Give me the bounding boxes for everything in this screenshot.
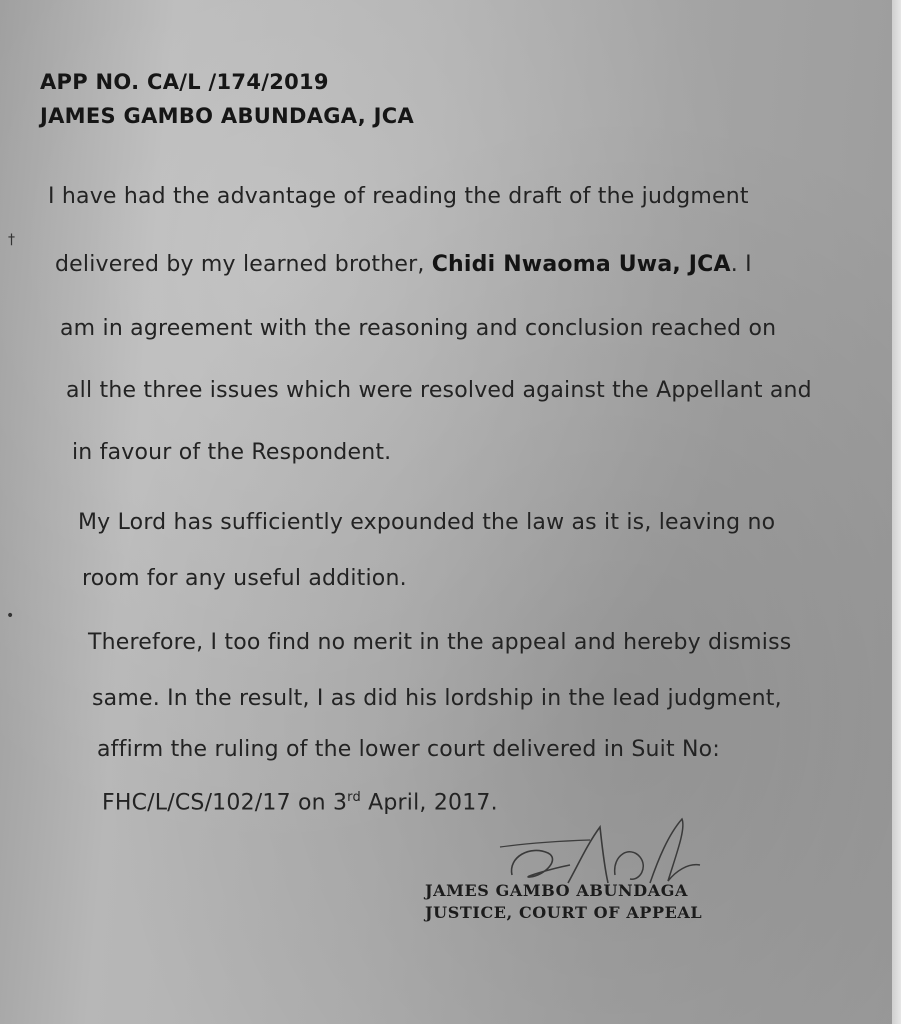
app-number: APP NO. CA/L /174/2019 [40, 70, 329, 94]
stray-dot: • [6, 608, 15, 624]
paragraph-3-line-4-text: FHC/L/CS/102/17 on 3 [102, 790, 348, 816]
stray-mark: † [8, 232, 15, 248]
paragraph-1-line-4: all the three issues which were resolved against the Appellant and [66, 378, 812, 403]
paragraph-1-line-3: am in agreement with the reasoning and conclusion reached on [60, 316, 777, 341]
paragraph-3-line-3: affirm the ruling of the lower court delivered in Suit No: [97, 737, 720, 762]
page-edge [892, 0, 901, 1024]
paragraph-1-line-5: in favour of the Respondent. [72, 440, 392, 465]
paragraph-2-line-1: My Lord has sufficiently expounded the law as it is, leaving no [78, 510, 776, 535]
paragraph-1-line-1: I have had the advantage of reading the draft of the judgment [48, 184, 749, 209]
signature-block [425, 880, 702, 924]
signatory-title: JUSTICE, COURT OF APPEAL [425, 903, 703, 922]
paragraph-3-line-4 [102, 790, 498, 815]
paragraph-1-line-2-end: . I [730, 252, 752, 277]
paragraph-3-line-2: same. In the result, I as did his lordship in the lead judgment, [92, 686, 782, 711]
lead-judge-name: Chidi Nwaoma Uwa, JCA [431, 252, 731, 277]
paragraph-3-line-4-end: April, 2017. [360, 790, 498, 816]
ordinal-suffix: rd [347, 790, 361, 805]
paragraph-1-line-2 [55, 252, 835, 277]
judge-heading: JAMES GAMBO ABUNDAGA, JCA [40, 104, 415, 128]
paragraph-3-line-1: Therefore, I too find no merit in the appeal and hereby dismiss [88, 630, 792, 655]
paragraph-1-line-2-text: delivered by my learned brother, [55, 252, 432, 277]
paragraph-2-line-2: room for any useful addition. [82, 566, 407, 591]
signatory-name: JAMES GAMBO ABUNDAGA [425, 881, 689, 900]
